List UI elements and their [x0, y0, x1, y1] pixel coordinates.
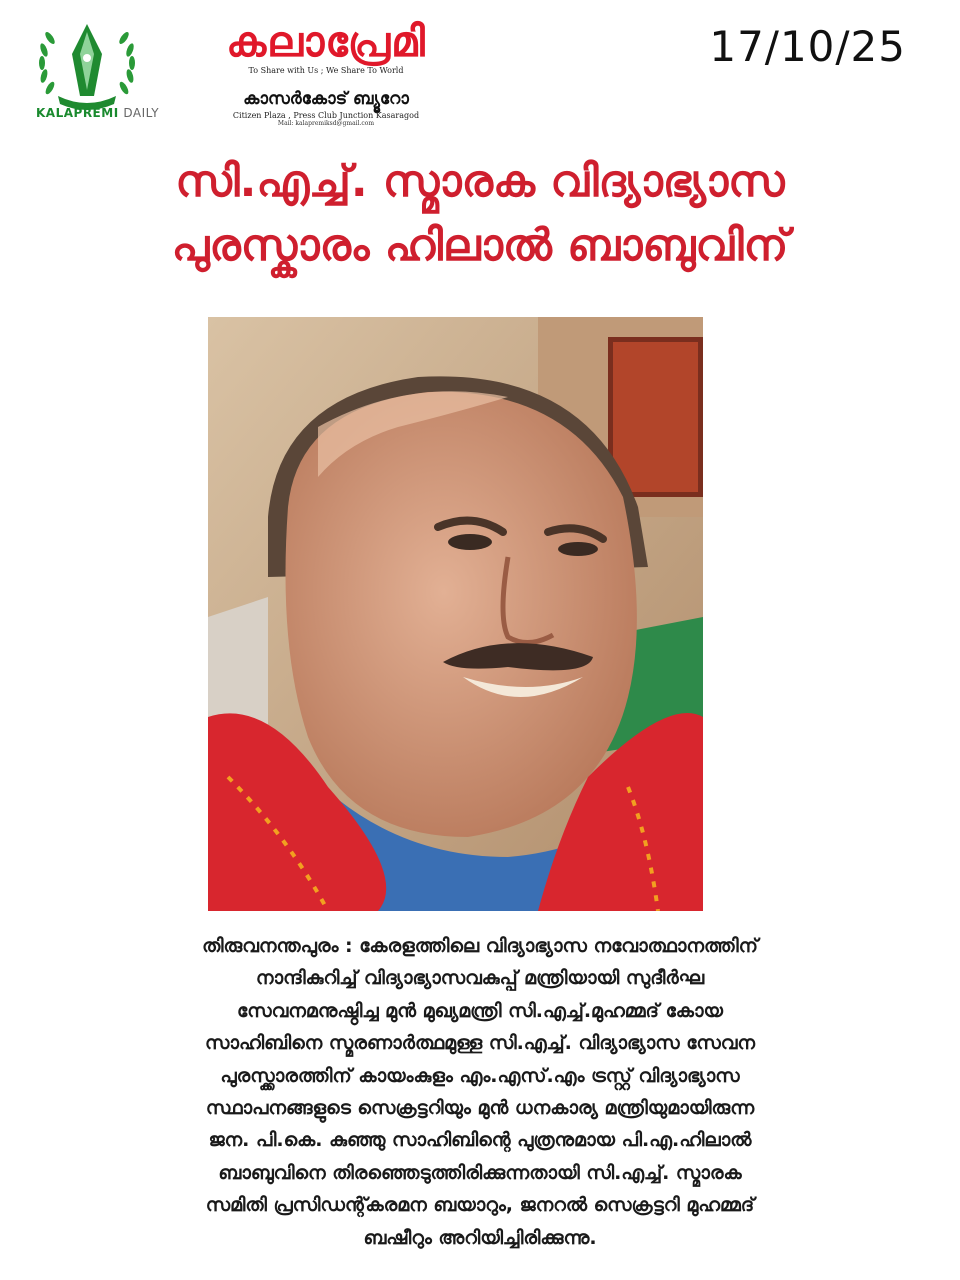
- article-line: പുരസ്ക്കാരത്തിന് കായംകുളം എം.എസ്.എം ട്രസ്റ്റ് വിദ്യാഭ്യാസ: [220, 1064, 740, 1087]
- article-body: [40, 930, 920, 1254]
- article-line: ബാബുവിനെ തിരഞ്ഞെടുത്തിരിക്കുന്നതായി സി.എച്ച്. സ്മാരക: [218, 1161, 742, 1184]
- headline-line-1: സി.എച്ച്. സ്മാരക വിദ്യാഭ്യാസ: [175, 156, 785, 207]
- article-line: ബഷീറും അറിയിച്ചിരിക്കുന്നു.: [363, 1226, 597, 1249]
- article-line: സ്ഥാപനങ്ങളുടെ സെക്രട്ടറിയും മുൻ ധനകാര്യ മന്ത്രിയുമായിരുന്ന: [205, 1097, 755, 1120]
- brand-tagline: To Share with Us ; We Share To World: [248, 66, 404, 75]
- article-line: സമിതി പ്രസിഡന്റ്കരമന ബയാറും, ജനറൽ സെക്രട്ടറി മുഹമ്മദ്: [205, 1194, 755, 1217]
- headline-line-2: പുരസ്കാരം ഹിലാൽ ബാബുവിന്: [171, 220, 789, 271]
- bureau-mail: Mail: kalapremiksd@gmail.com: [277, 120, 375, 127]
- logo-caption: KALAPREMI DAILY: [36, 106, 160, 120]
- publication-date: 17/10/25: [709, 22, 906, 71]
- bureau-address: Citizen Plaza , Press Club Junction Kasaragod: [232, 111, 420, 120]
- headline: [0, 150, 960, 278]
- article-line: ജന. പി.കെ. കുഞ്ഞു സാഹിബിന്റെ പുത്രനുമായ പി.എ.ഹിലാൽ: [208, 1129, 752, 1152]
- article-line: സാഹിബിനെ സ്മരണാർത്ഥമുള്ള സി.എച്ച്. വിദ്യാഭ്യാസ സേവന: [204, 1032, 756, 1055]
- masthead: [186, 16, 466, 127]
- article-line: തിരുവനന്തപുരം : കേരളത്തിലെ വിദ്യാഭ്യാസ നവോത്ഥാനത്തിന്: [202, 935, 758, 957]
- brand-name: കലാപ്രേമി: [226, 17, 426, 66]
- portrait-photo: [208, 317, 703, 911]
- kalapremi-logo-emblem: [28, 18, 146, 116]
- article-line: നാന്ദികുറിച്ച് വിദ്യാഭ്യാസവകുപ്പ് മന്ത്രിയായി സുദീർഘ: [255, 967, 705, 990]
- bureau-name: കാസർകോട് ബ്യൂറോ: [243, 89, 409, 109]
- article-line: സേവനമനുഷ്ഠിച്ച മുൻ മുഖ്യമന്ത്രി സി.എച്ച്.മുഹമ്മദ് കോയ: [237, 999, 723, 1022]
